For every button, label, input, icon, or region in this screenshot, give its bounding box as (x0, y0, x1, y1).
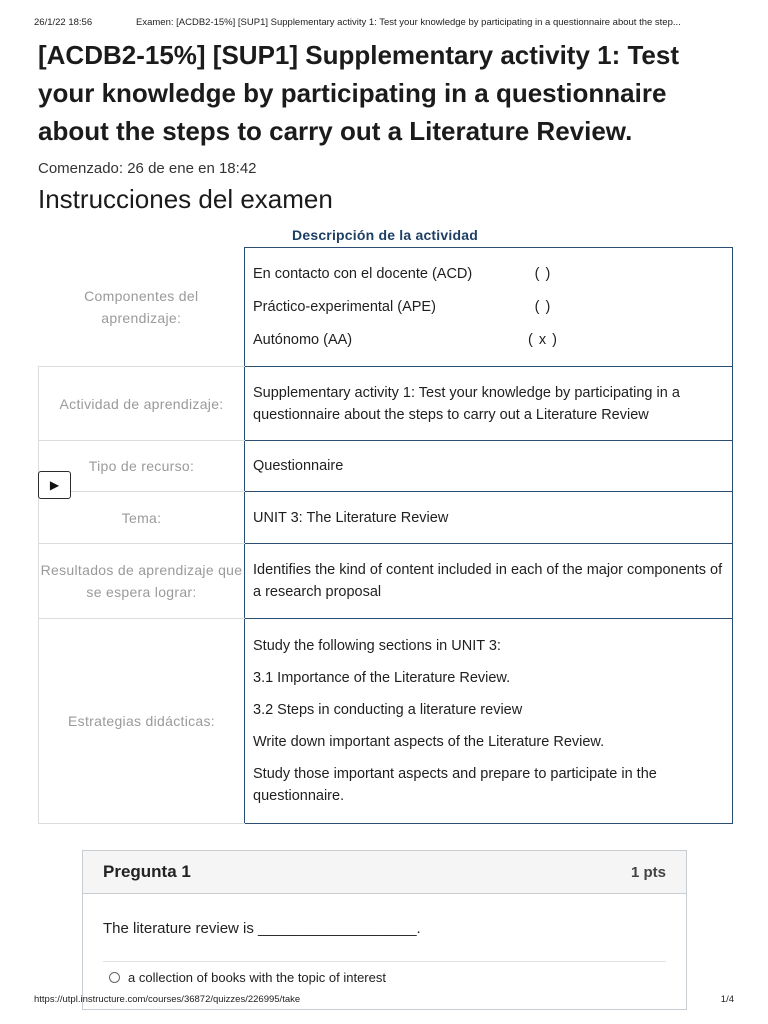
resource-value: Questionnaire (245, 441, 733, 492)
print-doc-title: Examen: [ACDB2-15%] [SUP1] Supplementary activity 1: Test your knowledge by participating in a questionnaire about the step... (136, 17, 681, 28)
topic-value: UNIT 3: The Literature Review (245, 492, 733, 544)
table-row-resource (39, 441, 733, 492)
outcomes-value: Identifies the kind of content included in each of the major components of a research proposal (245, 544, 733, 619)
component-item (253, 324, 724, 357)
strategies-value (245, 619, 733, 824)
activity-label: Actividad de aprendizaje: (39, 367, 245, 441)
play-button[interactable] (38, 471, 71, 499)
question-points: 1 pts (630, 863, 666, 881)
instructions-heading: Instrucciones del examen (38, 184, 333, 214)
question-title: Pregunta 1 (103, 862, 191, 881)
answer-option[interactable] (103, 962, 666, 985)
table-caption: Descripción de la actividad (292, 227, 478, 243)
print-page-number: 1/4 (720, 994, 734, 1005)
radio-button[interactable] (109, 972, 120, 983)
print-date: 26/1/22 18:56 (34, 17, 93, 28)
component-checkbox: ( x ) (528, 332, 558, 348)
activity-description-table (38, 247, 733, 824)
component-name: En contacto con el docente (ACD) (253, 266, 473, 282)
topic-label: Tema: (39, 492, 245, 544)
table-row-outcomes (39, 544, 733, 619)
print-footer (34, 994, 734, 1005)
strategies-label: Estrategias didácticas: (39, 619, 245, 824)
strategy-item: 3.1 Importance of the Literature Review. (253, 670, 511, 686)
components-value (245, 248, 733, 367)
strategy-item: Write down important aspects of the Literature Review. (253, 734, 605, 750)
component-name: Autónomo (AA) (253, 332, 353, 348)
table-row-strategies (39, 619, 733, 824)
answer-option-label: a collection of books with the topic of interest (128, 970, 386, 985)
quiz-title: [ACDB2-15%] [SUP1] Supplementary activity 1: Test your knowledge by participating in a questionnaire about the steps to carry out a Literature Review. (38, 40, 680, 146)
activity-value: Supplementary activity 1: Test your knowledge by participating in a questionnaire about the steps to carry out a Literature Review (245, 367, 733, 441)
started-timestamp: Comenzado: 26 de ene en 18:42 (38, 160, 257, 177)
resource-label: Tipo de recurso: (39, 441, 245, 492)
question-body (83, 894, 686, 985)
component-checkbox: ( ) (534, 266, 552, 282)
component-name: Práctico-experimental (APE) (253, 299, 436, 315)
strategy-item: Study the following sections in UNIT 3: (253, 638, 501, 654)
strategy-item: Study those important aspects and prepare to participate in the questionnaire. (253, 766, 657, 804)
print-url: https://utpl.instructure.com/courses/36872/quizzes/226995/take (34, 994, 301, 1005)
table-row-activity (39, 367, 733, 441)
outcomes-label: Resultados de aprendizaje que se espera lograr: (39, 544, 245, 619)
component-checkbox: ( ) (534, 299, 552, 315)
component-item (253, 291, 724, 324)
strategy-item: 3.2 Steps in conducting a literature review (253, 702, 523, 718)
question-text: The literature review is ___________________. (103, 920, 421, 937)
question-card (82, 850, 687, 1010)
component-item (253, 258, 724, 291)
components-label: Componentes del aprendizaje: (39, 248, 245, 367)
table-row-topic (39, 492, 733, 544)
print-header (34, 17, 734, 28)
table-row-components (39, 248, 733, 367)
play-icon: ▶ (49, 478, 60, 492)
question-header (83, 851, 686, 894)
